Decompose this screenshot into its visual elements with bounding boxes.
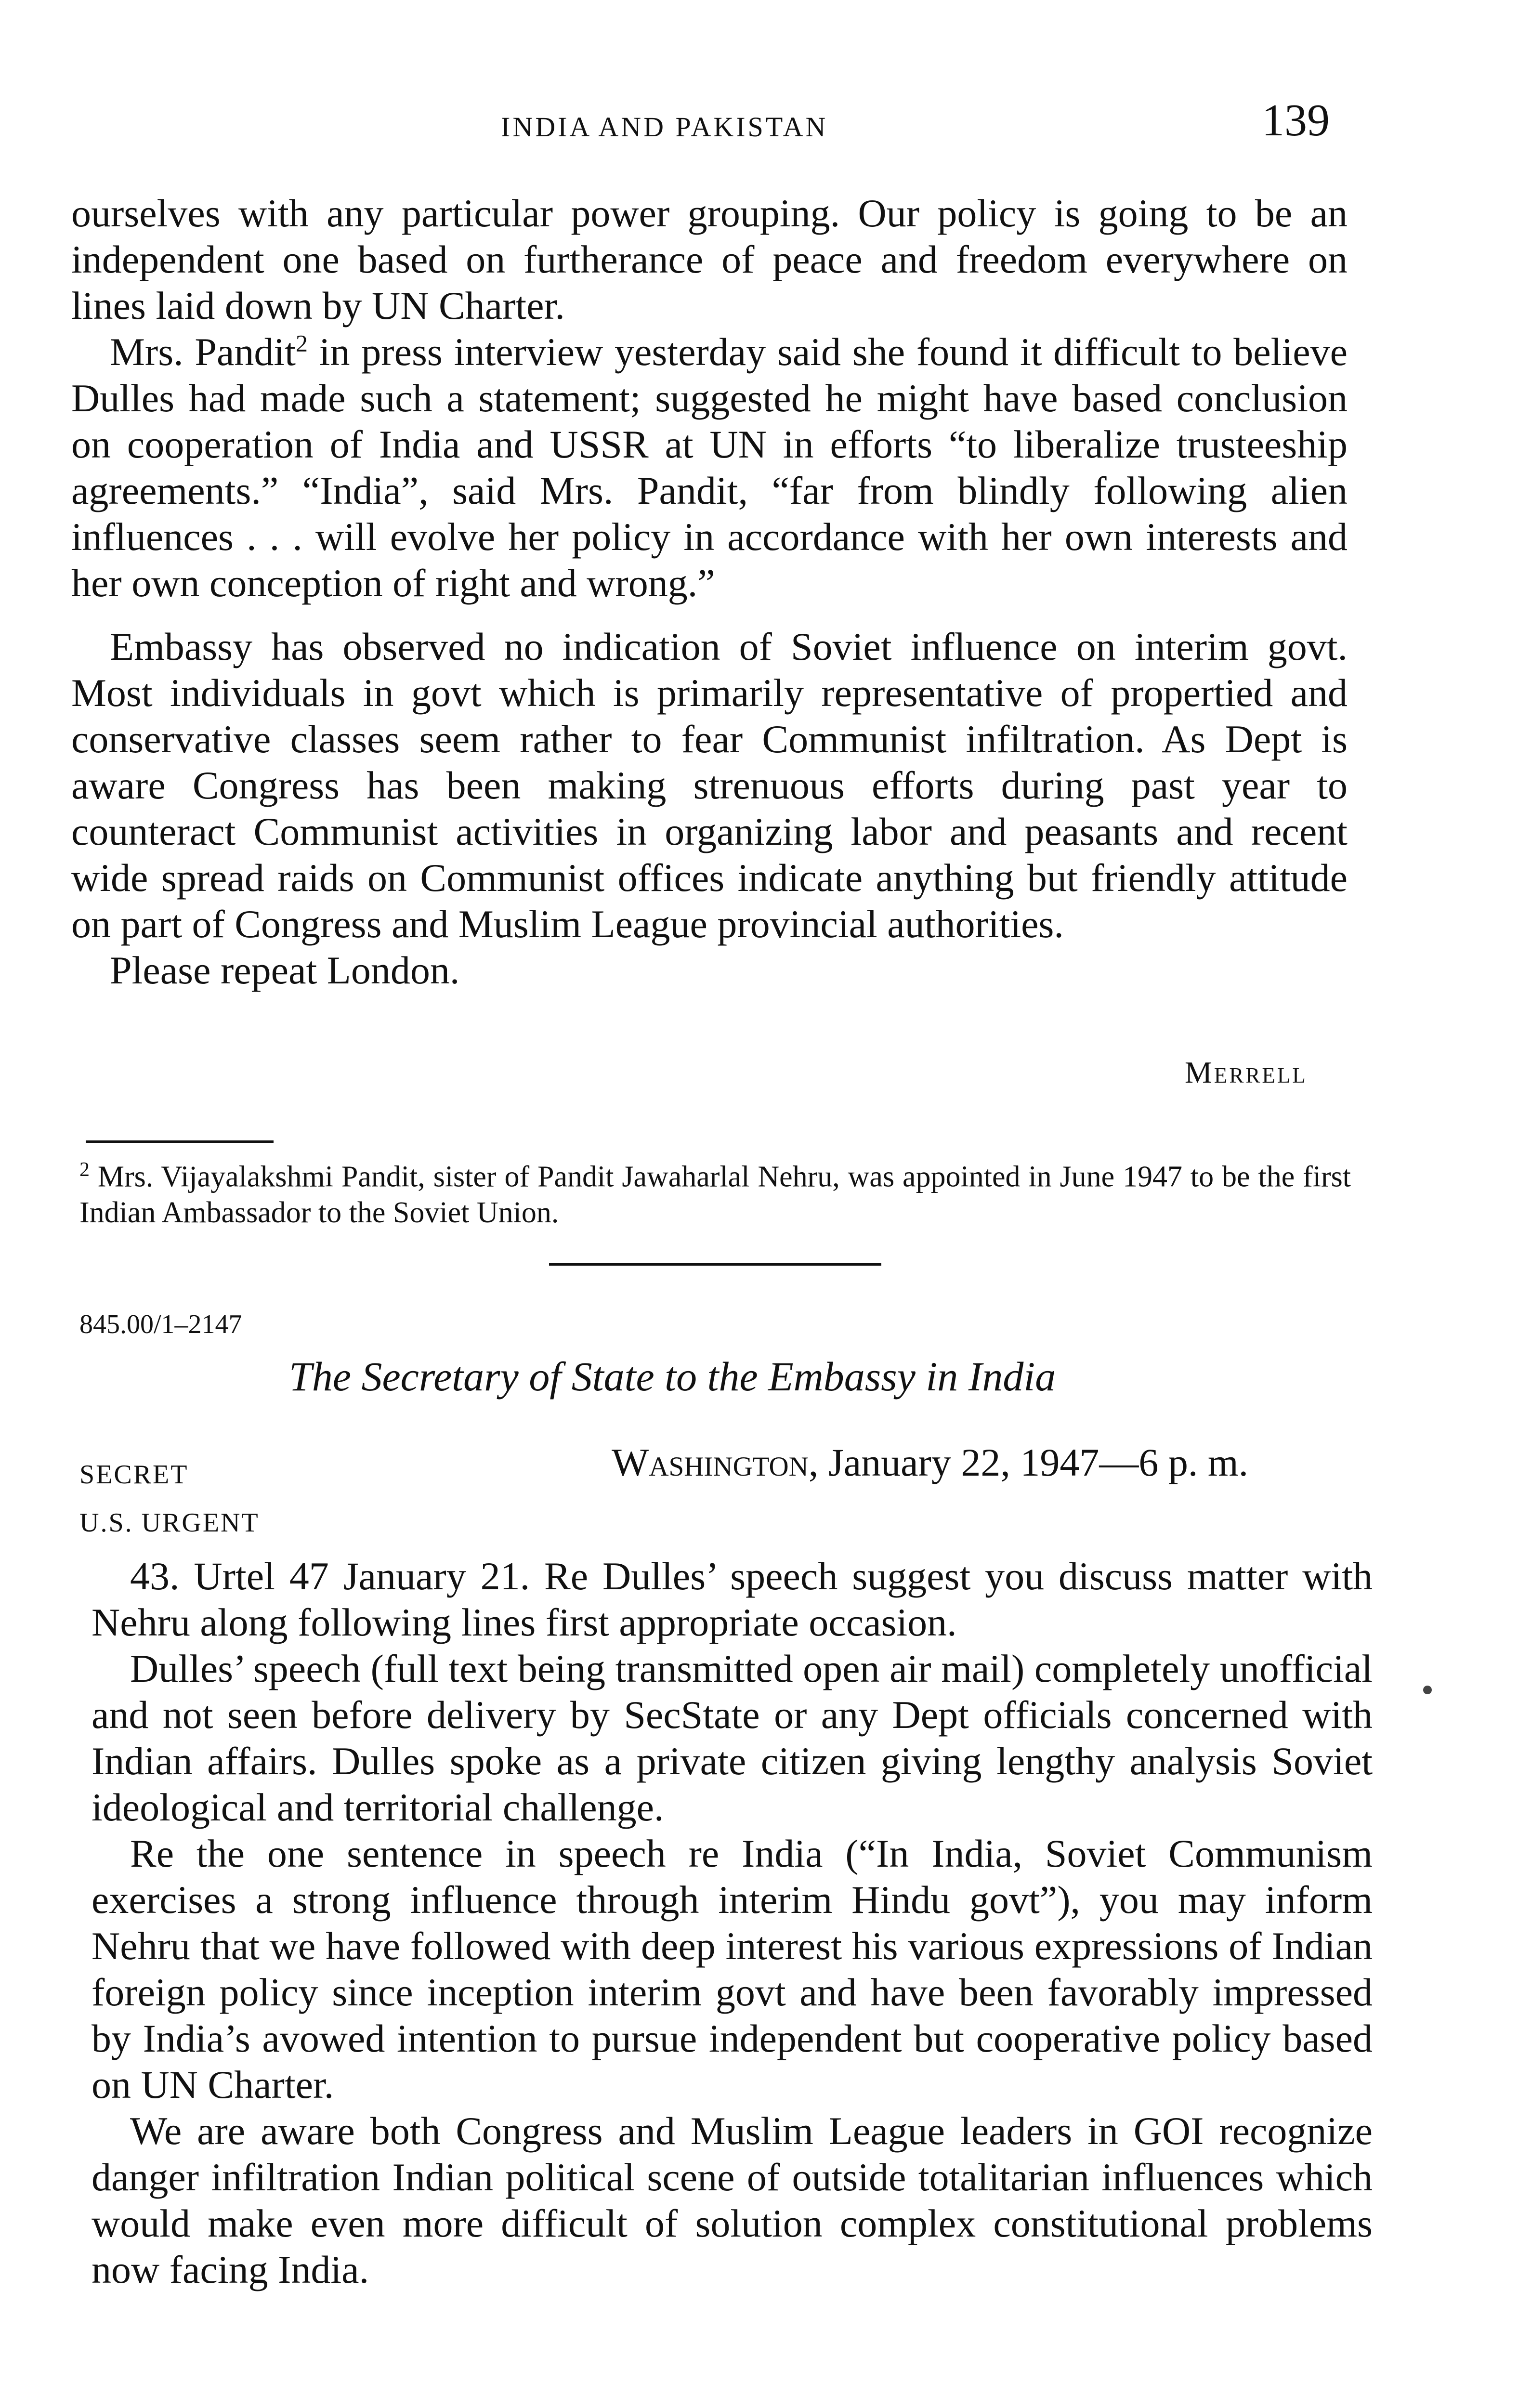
footnote-number: 2: [79, 1159, 90, 1181]
paragraph: [71, 329, 1348, 606]
footnote-text: Mrs. Vijayalakshmi Pandit, sister of Pandit Jawaharlal Nehru, was appointed in June 1947 to be the first Indian Ambassador to the Soviet Union.: [79, 1160, 1351, 1229]
paragraph: Embassy has observed no indication of Soviet influence on interim govt. Most individuals in govt which is primarily representative of propertied and conservative classes seem rather to fear Communist infiltration. As Dept is aware Congress has been making strenuous efforts during past year to counteract Communist activities in organizing labor and peasants and recent wide spread raids on Communist offices indicate anything but friendly attitude on part of Congress and Muslim League provincial authorities.: [71, 625, 1348, 946]
document-title: The Secretary of State to the Embassy in India: [289, 1353, 1056, 1400]
paragraph: Dulles’ speech (full text being transmitted open air mail) completely unofficial and not seen before delivery by SecState or any Dept officials concerned with Indian affairs. Dulles spoke as a private citizen giving lengthy analysis Soviet ideological and territorial challenge.: [92, 1647, 1373, 1829]
stray-mark: [1423, 1686, 1432, 1694]
file-number: 845.00/1–2147: [79, 1309, 242, 1339]
footnote-ref: 2: [295, 329, 308, 357]
section-separator: [549, 1263, 881, 1266]
footnote: [79, 1152, 1351, 1230]
paragraph: We are aware both Congress and Muslim League leaders in GOI recognize danger infiltration Indian political scene of outside totalitarian influences which would make even more difficult of solution complex constitutional problems now facing India.: [92, 2109, 1373, 2291]
classification: SECRET: [79, 1460, 189, 1490]
paragraph: Re the one sentence in speech re India (“In India, Soviet Communism exercises a strong influence through interim Hindu govt”), you may inform Nehru that we have followed with deep interest his various expressions of Indian foreign policy since inception interim govt and have been favorably impressed by India’s avowed intention to pursue independent but cooperative policy based on UN Charter.: [92, 1832, 1373, 2107]
text-run: in press interview yesterday said she found it difficult to believe Dulles had made such a statement; suggested he might have based conclusion on cooperation of India and USSR at UN in efforts “to liberalize trusteeship agreements.” “India”, said Mrs. Pandit, “far from blindly following alien influences . . . will evolve her policy in accordance with her own interests and her own conception of right and wrong.”: [71, 330, 1348, 605]
paragraph: Please repeat London.: [110, 948, 460, 992]
paragraph: 43. Urtel 47 January 21. Re Dulles’ speech suggest you discuss matter with Nehru along following lines first appropriate occasion.: [92, 1554, 1373, 1644]
dateline-place: Washington: [612, 1440, 809, 1484]
dateline-date: , January 22, 1947—6 p. m.: [808, 1440, 1249, 1484]
paragraph: ourselves with any particular power grouping. Our policy is going to be an independent one based on furtherance of peace and freedom everywhere on lines laid down by UN Charter.: [71, 191, 1348, 327]
dateline: [612, 1440, 1248, 1485]
signature: Merrell: [1185, 1055, 1308, 1089]
telegram-body: [92, 1553, 1373, 2293]
priority: U.S. URGENT: [79, 1508, 260, 1538]
text-run: Mrs. Pandit: [110, 330, 296, 374]
page-number: 139: [1262, 95, 1330, 145]
footnote-rule: [86, 1140, 274, 1143]
running-head: INDIA AND PAKISTAN: [501, 111, 828, 143]
telegram-continuation: [71, 190, 1348, 994]
